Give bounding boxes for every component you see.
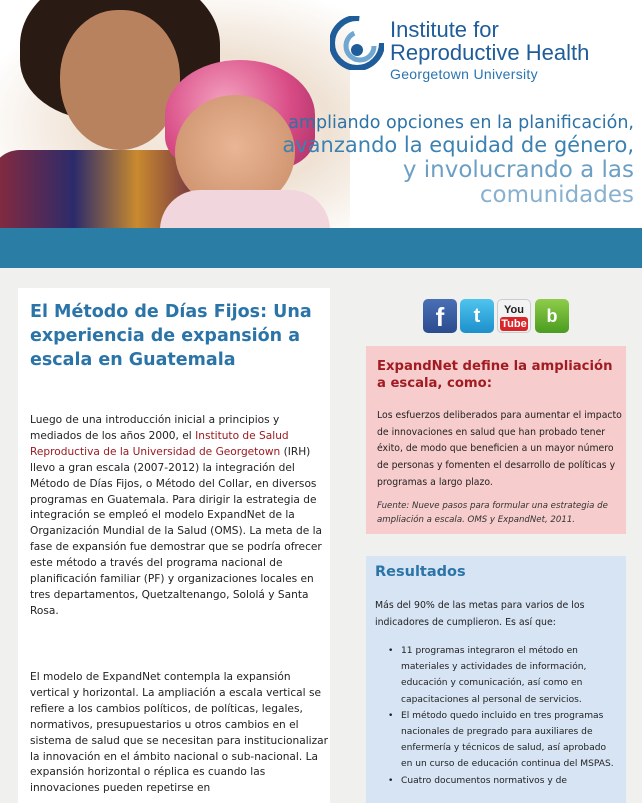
- results-title: Resultados: [375, 564, 466, 580]
- article-paragraph-2: El modelo de ExpandNet contempla la expansión vertical y horizontal. La ampliación a escala vertical se refiere a los cambios políticos, de políticas, legales, normativos, presupuestarios u otros cambios en el sistema de salud que se necesitan para institucionalizar la innovación en el ámbito nacional o sub-nacional. La expansión horizontal o réplica es cuando las innovaciones pueden repetirse en: [30, 671, 329, 795]
- tagline-line-4: comunidades: [479, 182, 634, 208]
- paragraph-1-rest: (IRH) llevo a gran escala (2007-2012) la integración del Método de Días Fijos, o Método del Collar, en diversos programas en Guatemala. Para dirigir la estrategia de integración se empleó el modelo ExpandNet de la Organización Mundial de la Salud (OMS). La meta de la fase de expansión fue demostrar que se podría ofrecer este método a través del programa nacional de planificación familiar (PF) y organizaciones locales en tres departamentos, Quetzaltenango, Sololá y Santa Rosa.: [30, 445, 323, 617]
- irh-swirl-icon: [330, 16, 384, 70]
- definition-box: [366, 346, 626, 534]
- logo-line-2: Reproductive Health: [390, 40, 590, 65]
- irh-link[interactable]: Instituto de Salud Reproductiva de la Universidad de Georgetown: [30, 429, 289, 458]
- facebook-icon[interactable]: f: [423, 299, 457, 333]
- header-banner: [0, 0, 642, 228]
- twitter-icon[interactable]: t: [460, 299, 494, 333]
- list-item: • Cuatro documentos normativos y de: [388, 773, 620, 789]
- results-list: [388, 643, 620, 789]
- blog-icon[interactable]: b: [535, 299, 569, 333]
- logo-line-1: Institute for: [390, 17, 499, 42]
- header-band: [0, 228, 642, 268]
- article-paragraph-1: [30, 413, 330, 620]
- list-item: • El método quedo incluido en tres programas nacionales de pregrado para auxiliares de enfermería y técnicos de salud, así aprobado en un curso de educación continua del MSPAS.: [388, 708, 620, 773]
- article-column: [18, 288, 330, 803]
- results-intro: Más del 90% de las metas para varios de los indicadores de cumplieron. Es así que:: [375, 600, 585, 628]
- tagline-line-2: avanzando la equidad de género,: [282, 133, 634, 157]
- tagline-line-1: ampliando opciones en la planificación,: [288, 113, 634, 133]
- article-title: El Método de Días Fijos: Una experiencia de expansión a escala en Guatemala: [30, 302, 312, 370]
- definition-title: ExpandNet define la ampliación a escala, como:: [377, 359, 613, 391]
- list-item: • 11 programas integraron el método en materiales y actividades de información, educación y comunicación, así como en capacitaciones al personal de servicios.: [388, 643, 620, 708]
- tagline-line-3: y involucrando a las: [402, 157, 634, 183]
- logo-line-3: Georgetown University: [390, 66, 538, 82]
- definition-body: Los esfuerzos deliberados para aumentar el impacto de innovaciones en salud que han probado tener éxito, de modo que beneficien a un mayor número de personas y fomenten el desarrollo de políticas y programas a largo plazo.: [377, 410, 622, 488]
- paragraph-1-intro: Luego de una introducción inicial a principios y mediados de los años 2000, el: [30, 414, 280, 442]
- results-box: [366, 556, 626, 803]
- youtube-icon[interactable]: You Tube: [497, 299, 531, 333]
- definition-source: Fuente: Nueve pasos para formular una estrategia de ampliación a escala. OMS y ExpandNet, 2011.: [377, 501, 608, 525]
- irh-logo[interactable]: [330, 16, 630, 86]
